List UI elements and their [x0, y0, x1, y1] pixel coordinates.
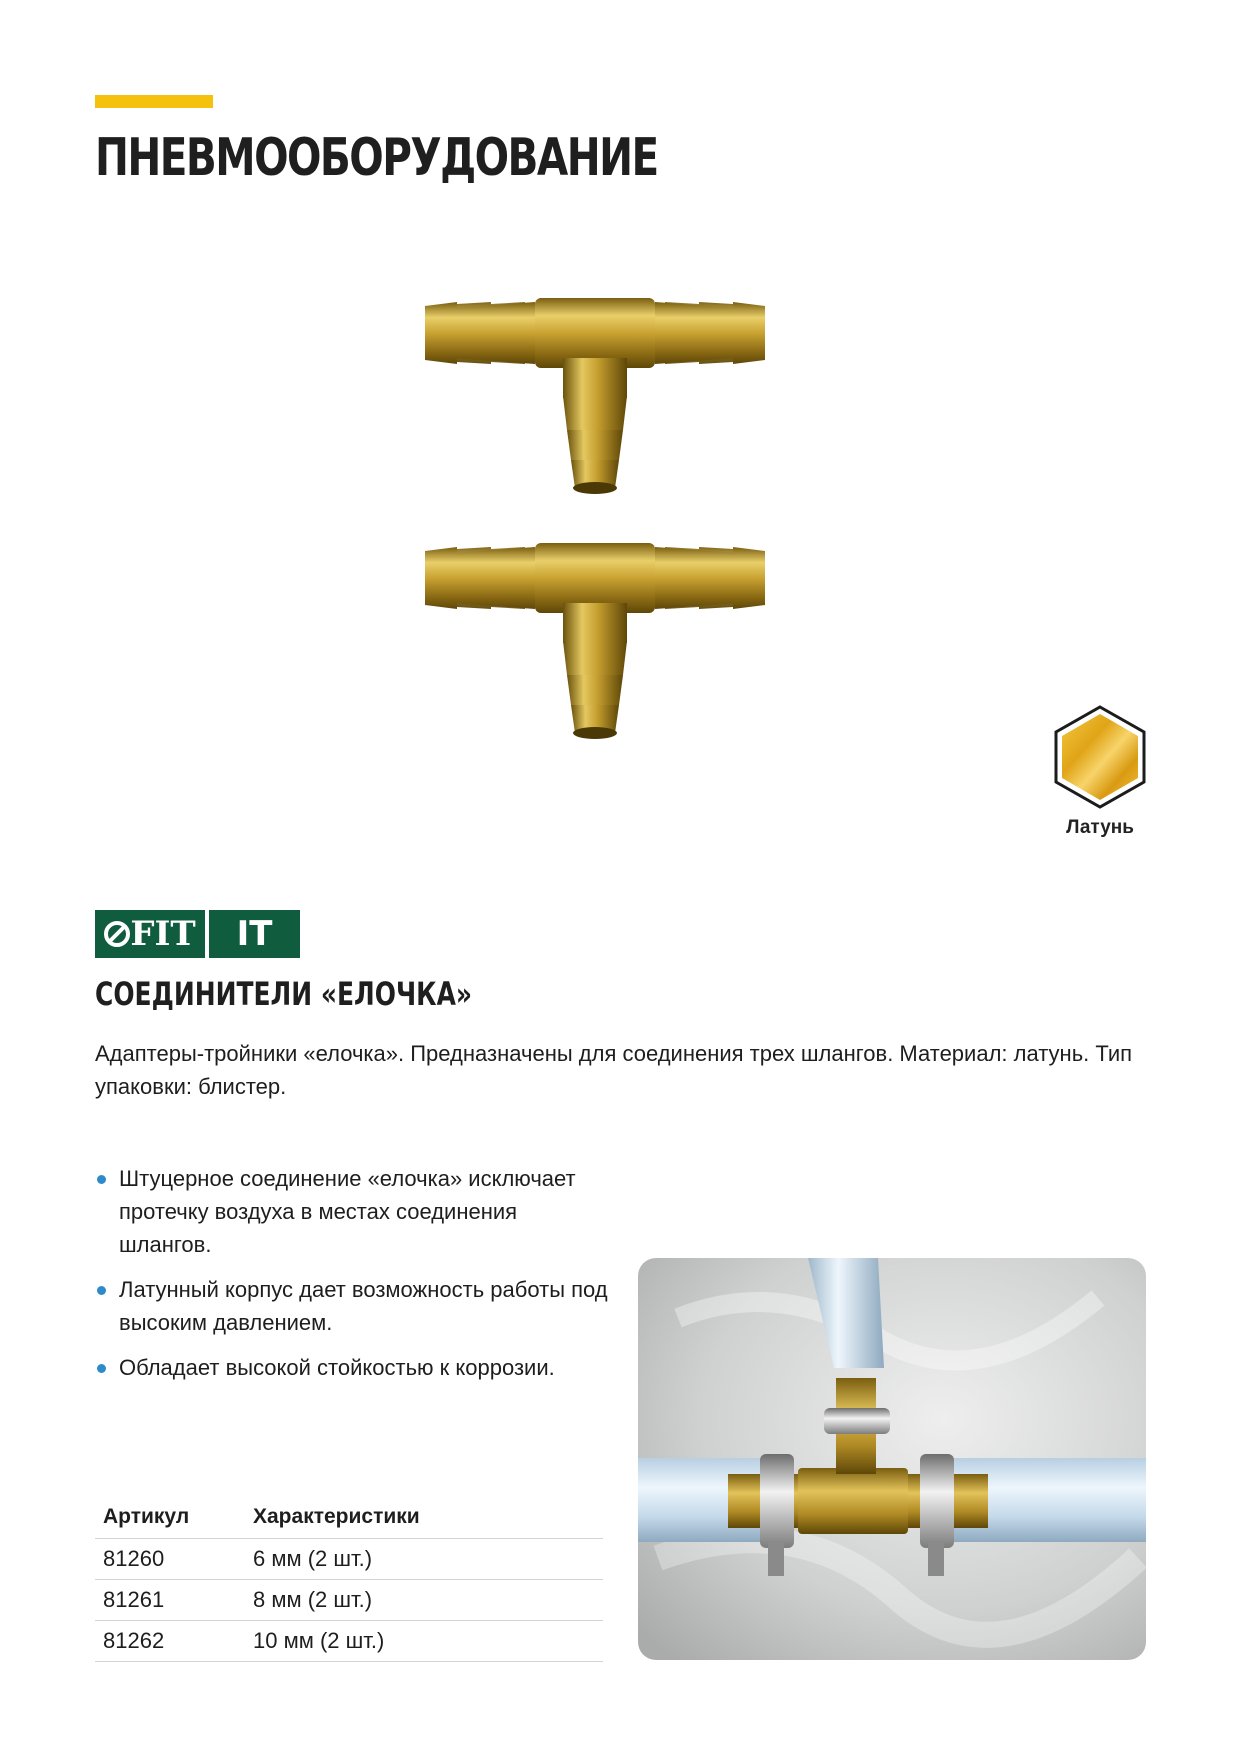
product-description: Адаптеры-тройники «елочка». Предназначены для соединения трех шлангов. Материал: латунь. Тип упаковки: блистер. [95, 1041, 1133, 1099]
table-row [95, 1539, 603, 1580]
header-article: Артикул [95, 1496, 245, 1539]
spec-cell: 6 мм (2 шт.) [245, 1539, 603, 1580]
table-row [95, 1621, 603, 1662]
table-row [95, 1580, 603, 1621]
feature-item: Обладает высокой стойкостью к коррозии. [95, 1351, 615, 1384]
product-image [405, 288, 835, 793]
feature-item: Штуцерное соединение «елочка» исключает протечку воздуха в местах соединения шлангов. [95, 1162, 615, 1261]
brand-logo-fit [95, 910, 205, 958]
spec-cell: 10 мм (2 шт.) [245, 1621, 603, 1662]
accent-bar [95, 95, 213, 108]
brand-mark-icon [104, 921, 130, 947]
brand-name: FIT [130, 914, 196, 954]
brand-logo [95, 910, 300, 958]
article-cell: 81261 [95, 1580, 245, 1621]
feature-item: Латунный корпус дает возможность работы под высоким давлением. [95, 1273, 615, 1339]
usage-photo [638, 1258, 1146, 1660]
material-badge [1050, 705, 1150, 839]
brand-logo-it: IT [209, 910, 300, 958]
product-title: СОЕДИНИТЕЛИ «ЕЛОЧКА» [95, 975, 473, 1013]
article-cell: 81260 [95, 1539, 245, 1580]
section-title: ПНЕВМООБОРУДОВАНИЕ [95, 128, 658, 188]
article-cell: 81262 [95, 1621, 245, 1662]
brass-material-icon [1052, 705, 1148, 809]
table-header-row [95, 1496, 603, 1539]
spec-table [95, 1496, 603, 1662]
material-label: Латунь [1066, 817, 1134, 838]
header-specs: Характеристики [245, 1496, 603, 1539]
feature-list [95, 1162, 615, 1396]
spec-cell: 8 мм (2 шт.) [245, 1580, 603, 1621]
